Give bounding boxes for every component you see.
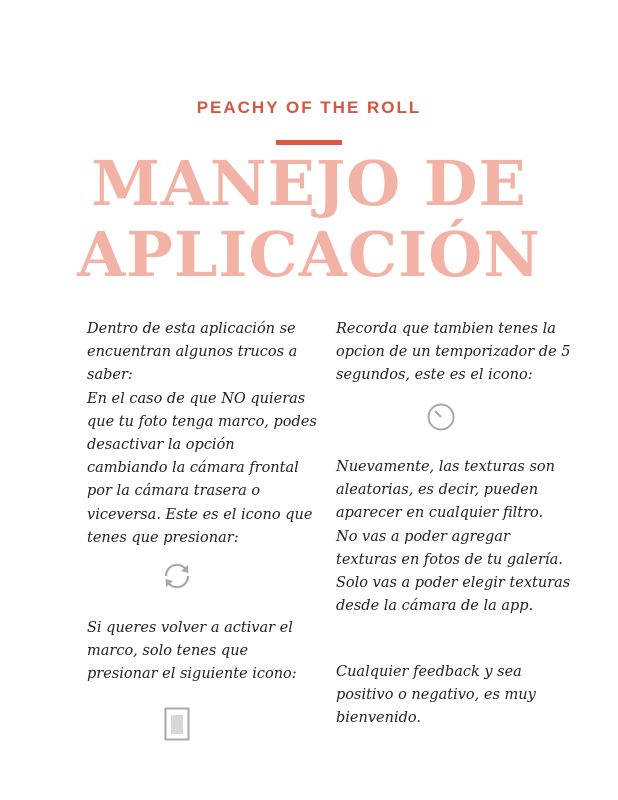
left-text-1: Dentro de esta aplicación se encuentran algunos trucos a saber: En el caso de que NO quieras que tu foto tenga marco, podes desactivar la opción cambiando la cámara frontal por la cámara trasera o viceversa. Este es el icono que tenes que presionar:	[87, 321, 317, 546]
page-title-line-2: APLICACIÓN	[77, 218, 541, 291]
frame-icon	[164, 707, 192, 748]
left-text-2: Si queres volver a activar el marco, solo tenes que presionar el siguiente icono:	[87, 620, 297, 683]
switch-camera-icon	[160, 559, 194, 598]
right-paragraph-1	[336, 318, 576, 388]
right-paragraph-3	[336, 661, 576, 731]
left-paragraph-1	[87, 318, 317, 550]
kicker: PEACHY OF THE ROLL	[196, 98, 422, 117]
right-paragraph-2	[336, 456, 586, 618]
page-title-line-1: MANEJO DE	[91, 147, 527, 220]
right-text-1: Recorda que tambien tenes la opcion de un temporizador de 5 segundos, este es el icono:	[336, 321, 571, 384]
right-text-2: Nuevamente, las texturas son aleatorias, es decir, pueden aparecer en cualquier filtro. No vas a poder agregar texturas en fotos de tu galería. Solo vas a poder elegir texturas desde la cámara de la app.	[336, 459, 571, 615]
title-rule	[276, 140, 342, 145]
left-paragraph-2	[87, 617, 317, 687]
right-text-3: Cualquier feedback y sea positivo o negativo, es muy bienvenido.	[336, 664, 536, 727]
timer-icon	[426, 402, 456, 437]
